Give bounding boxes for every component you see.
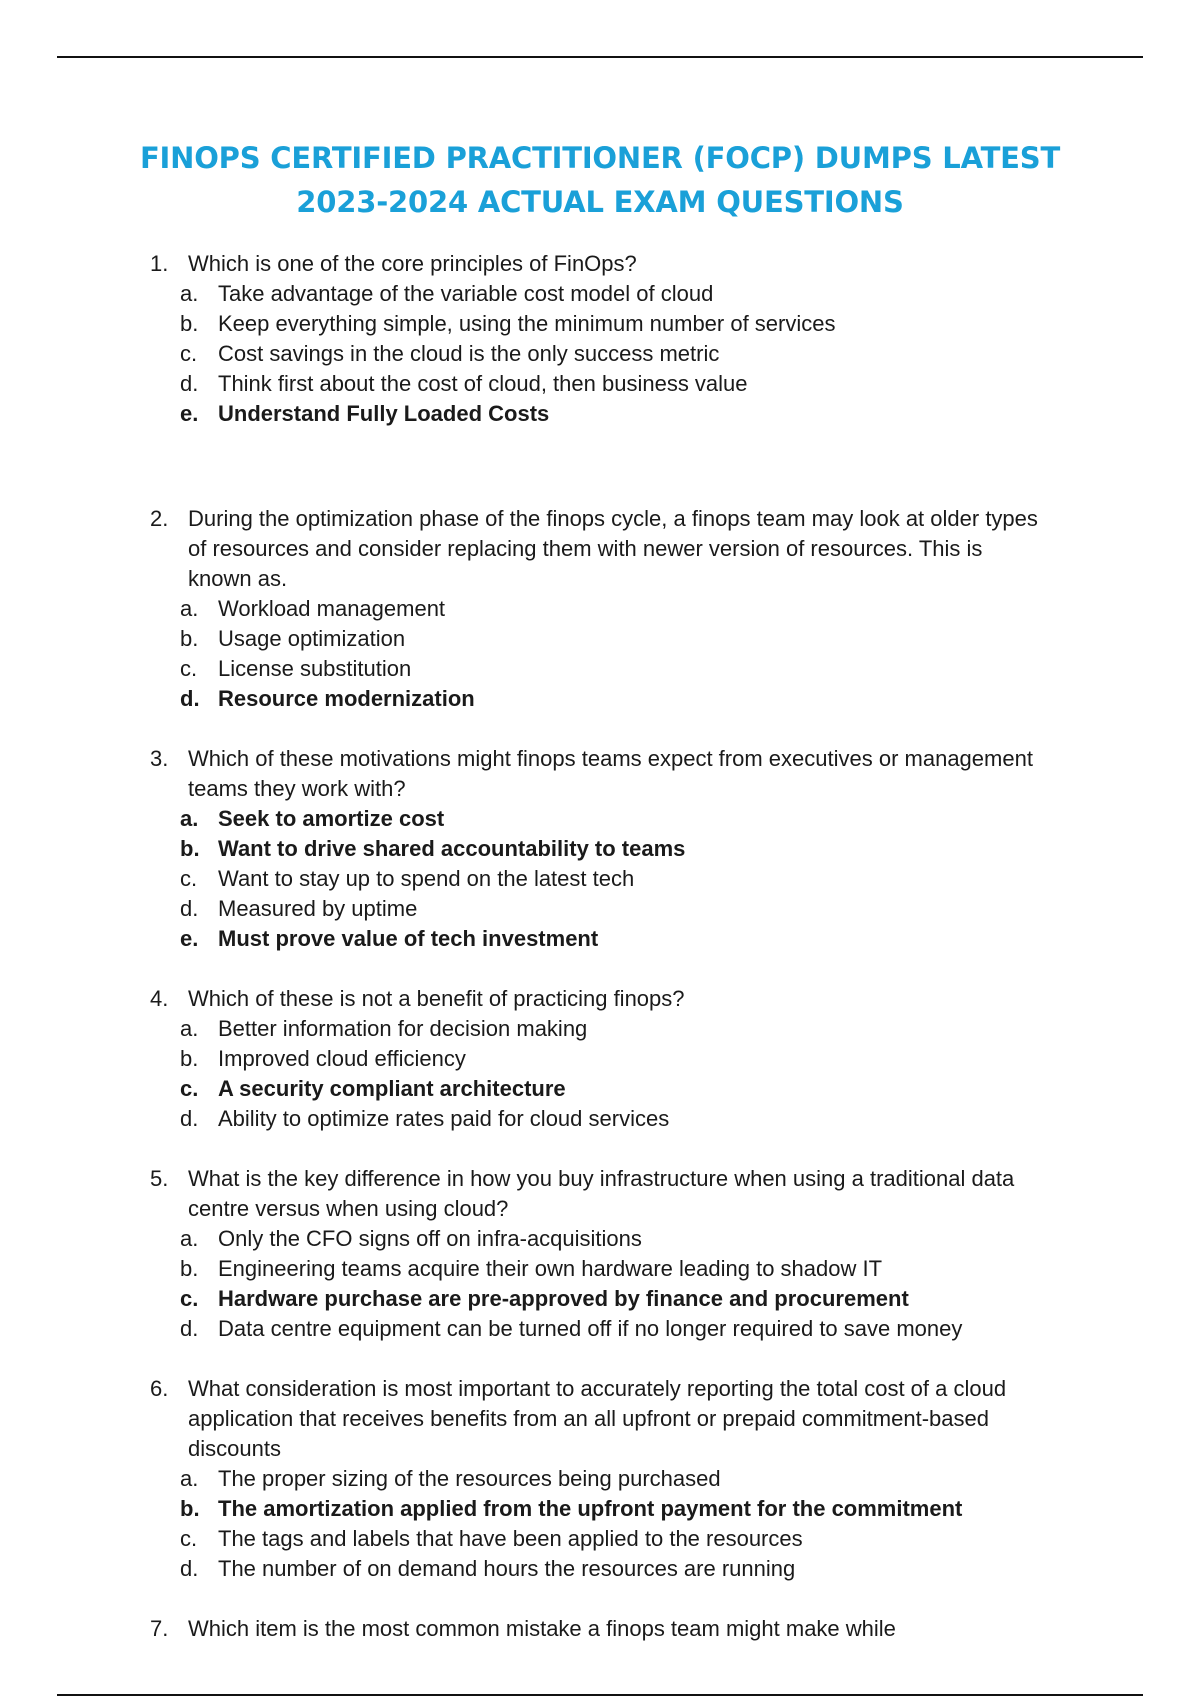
option-b: b. Engineering teams acquire their own hardware leading to shadow IT: [180, 1256, 883, 1281]
question-number: 3.: [150, 746, 169, 771]
option-a-answer: a. Seek to amortize cost: [180, 806, 445, 831]
option-list: [180, 1224, 1050, 1344]
option-c: c. License substitution: [180, 656, 412, 681]
bottom-rule: [57, 1694, 1143, 1696]
option-b: b. Improved cloud efficiency: [180, 1046, 466, 1071]
option-d: d. The number of on demand hours the resources are running: [180, 1556, 796, 1581]
question-4: [150, 984, 1050, 1134]
top-rule: [57, 56, 1143, 58]
option-d: d. Measured by uptime: [180, 896, 418, 921]
option-d: d. Ability to optimize rates paid for cloud services: [180, 1106, 670, 1131]
option-c-answer: c. A security compliant architecture: [180, 1076, 566, 1101]
option-list: [180, 594, 1050, 714]
option-a: a. Take advantage of the variable cost model of cloud: [180, 281, 714, 306]
question-text: During the optimization phase of the finops cycle, a finops team may look at older types of resources and consider replacing them with newer version of resources. This is known as.: [188, 506, 1038, 591]
question-number: 4.: [150, 986, 169, 1011]
option-b: b. Keep everything simple, using the minimum number of services: [180, 311, 836, 336]
question-text: Which of these is not a benefit of practicing finops?: [188, 986, 685, 1011]
option-list: [180, 804, 1050, 954]
question-text: What is the key difference in how you buy infrastructure when using a traditional data centre versus when using cloud?: [188, 1166, 1015, 1221]
option-a: a. Better information for decision making: [180, 1016, 588, 1041]
option-e-answer: e. Understand Fully Loaded Costs: [180, 401, 550, 426]
question-text: What consideration is most important to accurately reporting the total cost of a cloud application that receives benefits from an all upfront or prepaid commitment-based discounts: [188, 1376, 1007, 1461]
question-text: Which is one of the core principles of FinOps?: [188, 251, 637, 276]
option-list: [180, 279, 1050, 429]
option-c: c. Cost savings in the cloud is the only success metric: [180, 341, 720, 366]
option-list: [180, 1464, 1050, 1584]
title-line-2: 2023-2024 ACTUAL EXAM QUESTIONS: [296, 185, 904, 219]
page-title: [100, 136, 1100, 224]
option-c-answer: c. Hardware purchase are pre-approved by finance and procurement: [180, 1286, 909, 1311]
question-6: [150, 1374, 1050, 1584]
question-text: Which item is the most common mistake a finops team might make while: [188, 1616, 896, 1641]
option-d: d. Think first about the cost of cloud, then business value: [180, 371, 748, 396]
question-number: 7.: [150, 1616, 169, 1641]
option-b-answer: b. The amortization applied from the upfront payment for the commitment: [180, 1496, 963, 1521]
option-b: b. Usage optimization: [180, 626, 406, 651]
title-line-1: FINOPS CERTIFIED PRACTITIONER (FOCP) DUMPS LATEST: [139, 141, 1061, 175]
question-number: 1.: [150, 251, 169, 276]
question-1: [150, 249, 1050, 429]
question-number: 5.: [150, 1166, 169, 1191]
question-number: 2.: [150, 506, 169, 531]
question-number: 6.: [150, 1376, 169, 1401]
option-c: c. The tags and labels that have been applied to the resources: [180, 1526, 803, 1551]
option-a: a. Workload management: [180, 596, 446, 621]
option-list: [180, 1014, 1050, 1134]
option-d-answer: d. Resource modernization: [180, 686, 475, 711]
question-5: [150, 1164, 1050, 1344]
option-e-answer: e. Must prove value of tech investment: [180, 926, 599, 951]
option-a: a. The proper sizing of the resources being purchased: [180, 1466, 721, 1491]
question-3: [150, 744, 1050, 954]
question-list: [150, 249, 1050, 1644]
option-b-answer: b. Want to drive shared accountability to teams: [180, 836, 686, 861]
question-7: [150, 1614, 1050, 1644]
question-2: [150, 504, 1050, 714]
option-a: a. Only the CFO signs off on infra-acquisitions: [180, 1226, 642, 1251]
question-text: Which of these motivations might finops teams expect from executives or management teams they work with?: [188, 746, 1033, 801]
option-c: c. Want to stay up to spend on the latest tech: [180, 866, 635, 891]
option-d: d. Data centre equipment can be turned off if no longer required to save money: [180, 1316, 963, 1341]
